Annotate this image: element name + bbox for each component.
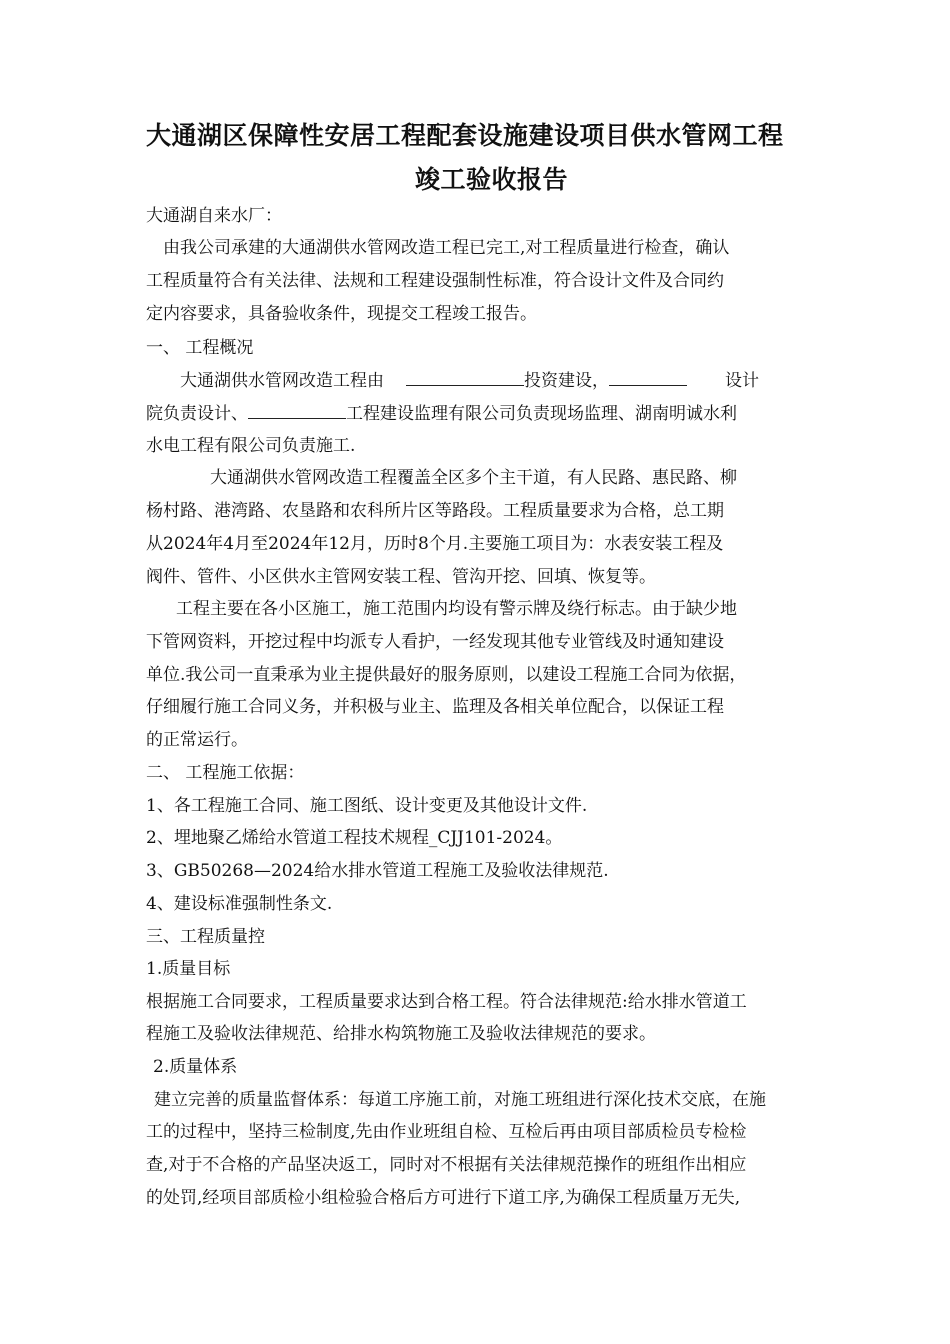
scope-line: 大通湖供水管网改造工程覆盖全区多个主干道，有人民路、惠民路、柳 (210, 468, 737, 488)
overview-text: 工程建设监理有限公司负责现场监理、湖南明诚水利 (346, 404, 737, 424)
site-line: 仔细履行施工合同义务，并积极与业主、监理及各相关单位配合，以保证工程 (146, 697, 724, 717)
section3-heading: 三、工程质量控 (146, 927, 265, 947)
overview-line1 (180, 369, 759, 392)
overview-text: 投资建设， (524, 371, 609, 391)
quality-goal-line: 根据施工合同要求，工程质量要求达到合格工程。符合法律规范:给水排水管道工 (146, 992, 747, 1012)
overview-text: 院负责设计、 (146, 404, 248, 424)
site-line: 的正常运行。 (146, 730, 248, 750)
section2-heading: 二、 工程施工依据： (146, 763, 305, 783)
basis-item: 4、建设标准强制性条文. (146, 894, 333, 914)
scope-line: 杨村路、港湾路、农垦路和农科所片区等路段。工程质量要求为合格，总工期 (146, 501, 724, 521)
quality-system-line: 建立完善的质量监督体系：每道工序施工前，对施工班组进行深化技术交底，在施 (154, 1090, 766, 1110)
overview-text: 设计 (725, 371, 759, 391)
overview-line3: 水电工程有限公司负责施工. (146, 436, 356, 456)
addressee: 大通湖自来水厂： (146, 206, 282, 226)
quality-system-line: 查,对于不合格的产品坚决返工，同时对不根据有关法律规范操作的班组作出相应 (146, 1155, 747, 1175)
intro-line: 工程质量符合有关法律、法规和工程建设强制性标准，符合设计文件及合同约 (146, 271, 724, 291)
basis-item: 1、各工程施工合同、施工图纸、设计变更及其他设计文件. (146, 796, 588, 816)
scope-line: 从2024年4月至2024年12月，历时8个月.主要施工项目为：水表安装工程及 (146, 534, 724, 554)
supervisor-blank (248, 402, 346, 419)
quality-system-line: 工的过程中，坚持三检制度,先由作业班组自检、互检后再由项目部质检员专检检 (146, 1122, 747, 1142)
site-line: 单位.我公司一直秉承为业主提供最好的服务原则，以建设工程施工合同为依据， (146, 665, 747, 685)
basis-item: 3、GB50268—2024给水排水管道工程施工及验收法律规范. (146, 861, 609, 881)
quality-system-line: 的处罚,经项目部质检小组检验合格后方可进行下道工序,为确保工程质量万无失, (146, 1188, 741, 1208)
scope-line: 阀件、管件、小区供水主管网安装工程、管沟开挖、回填、恢复等。 (146, 567, 656, 587)
intro-line: 由我公司承建的大通湖供水管网改造工程已完工,对工程质量进行检查，确认 (163, 238, 730, 258)
intro-line: 定内容要求，具备验收条件，现提交工程竣工报告。 (146, 304, 537, 324)
document-title-line1: 大通湖区保障性安居工程配套设施建设项目供水管网工程 (146, 121, 784, 150)
quality-goal-heading: 1.质量目标 (146, 959, 231, 979)
basis-item: 2、埋地聚乙烯给水管道工程技术规程_CJJ101-2024。 (146, 828, 563, 848)
document-title-line2: 竣工验收报告 (415, 165, 569, 194)
site-line: 工程主要在各小区施工，施工范围内均设有警示牌及绕行标志。由于缺少地 (176, 599, 737, 619)
overview-text: 大通湖供水管网改造工程由 (180, 371, 384, 391)
quality-goal-line: 程施工及验收法律规范、给排水构筑物施工及验收法律规范的要求。 (146, 1024, 656, 1044)
quality-system-heading: 2.质量体系 (153, 1057, 238, 1077)
overview-line2 (146, 402, 737, 425)
section1-heading: 一、 工程概况 (146, 338, 254, 358)
designer-blank (609, 369, 687, 386)
investor-blank (406, 369, 524, 386)
site-line: 下管网资料，开挖过程中均派专人看护，一经发现其他专业管线及时通知建设 (146, 632, 724, 652)
